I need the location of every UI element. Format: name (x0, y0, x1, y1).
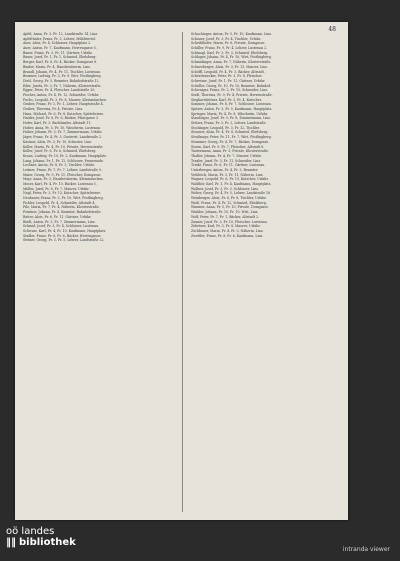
directory-entry: Bauer, Josef, Pr. 1, Fr. 1, Schmied, Ebelsberg. (23, 55, 97, 60)
directory-entry: Scheiblhofer, Maria, Pr. 6, Private, Domgasse. (191, 41, 266, 46)
directory-entry: Viehböck, Maria, Pr. 3, Fr. 11, Näherin, Linz. (191, 172, 264, 177)
directory-entry: Moser, Karl, Pr. 4, Fr. 10, Bäcker, Lustenau 5. (23, 182, 97, 186)
directory-entry: Waldhör, Karl, Pr. 1, Fr. 4, Kaufmann, Hauptplatz. (191, 182, 272, 186)
logo-text-line2: ‖‖ bibliothek (6, 537, 76, 548)
directory-entry: Auer, Alois, Pr. 4, Schlosser, Hauptplatz 2. (23, 41, 92, 46)
directory-entry: Binder, Maria, Pr. 4, Hausbesitzerin, Linz. (23, 64, 91, 69)
logo-text-line1: oö landes (6, 526, 55, 537)
directory-entry: Pointner, Johann, Pr. 4, Beamter, Bahnhofstraße. (23, 210, 102, 215)
directory-entry: Seidl, Theresia, Pr. 9, Fr. 4, Private, Herrenstraße. (191, 92, 273, 97)
library-logo[interactable] (6, 526, 76, 548)
right-column (191, 32, 339, 514)
viewer-label: intranda viewer (342, 546, 390, 553)
directory-entry: Keller, Maria, Pr. 4, Fr. 10, Private, Herrenstraße. (23, 144, 104, 149)
directory-entry: Apfelthaler, Franz, Pr. 3, Lehrer, Mühlviertel. (23, 36, 97, 41)
directory-entry: Huber, Anna, Pr. 5, Fr. 10, Wäscherin, Lustenau. (23, 125, 102, 130)
directory-entry: Wolf, Peter, Pr. 7, Fr. 1, Bäcker, Altstadt 2. (191, 214, 260, 219)
directory-entry: Wimmer, Anna, Pr. 5, Fr. 10, Private, Domgasse. (191, 205, 269, 210)
directory-entry: Sturm, Karl, Pr. 9, Fr. 7, Fleischer, Altstadt 8. (191, 144, 265, 149)
directory-entry: Brunner, Ludwig, Pr. 3, Fr. 9, Wirt, Pöstlingberg. (23, 74, 102, 79)
directory-entry: Brandl, Johann, Pr. 4, Fr. 11, Tischler, Lustenau. (23, 69, 101, 74)
directory-entry: Kastner, Alois, Pr. 3, Fr. 10, Schuster, Linz. (23, 139, 93, 144)
directory-entry: Schinagl, Karl, Pr. 3, Fr. 3, Schmied, Ebelsberg. (191, 50, 269, 55)
directory-entry: Schmidinger, Anna, Pr. 7, Näherin, Klosterstraße. (191, 60, 272, 65)
directory-entry: Schneeberger, Alois, Pr. 3, Fr. 13, Maurer, Linz. (191, 64, 268, 69)
directory-entry: Koller, Josef, Pr. 6, Fr. 6, Schmied, Ebelsberg. (23, 149, 97, 154)
directory-entry: Wagner, Leopold, Pr. 6, Fr. 10, Kutscher, Urfahr. (191, 177, 269, 182)
directory-entry: Mayr, Anna, Pr. 3, Hausbesitzerin, Kleinmünchen. (23, 177, 104, 182)
directory-entry: Wallner, Josef, Pr. 3, Fr. 3, Schlosser, Linz. (191, 186, 259, 191)
page-number: 48 (328, 26, 336, 33)
directory-entry: Schiller, Franz, Pr. 9, Fr. 4, Lehrer, Lustenau 2. (191, 46, 268, 51)
directory-entry: Strasser, Alois, Pr. 4, Fr. 8, Schmied, Ebelsberg. (191, 130, 269, 135)
directory-entry: Springer, Maria, Pr. 4, Fr. 8, Wäscherin, Urfahr. (191, 111, 268, 116)
directory-entry: Schreiner, Josef, Pr. 1, Fr. 11, Gärtner, Urfahr. (191, 78, 266, 83)
directory-entry: Zauner, Josef, Pr. 3, Fr. 10, Fleischer, Lustenau. (191, 219, 268, 224)
directory-entry: Apfel, Anna, Pr. 3, Fr. 12, Landstraße 14, Linz. (23, 32, 99, 36)
directory-entry: Sommer, Johann, Pr. 6, Fr. 7, Schlosser, Lustenau. (191, 102, 272, 107)
directory-entry: Stockinger, Leopold, Pr. 3, Fr. 12, Tischler. (191, 125, 260, 130)
directory-entry: Schüller, Georg, Pr. 10, Fr. 10, Beamter, Bahnhof. (191, 83, 271, 88)
directory-entry: Winkler, Johann, Pr. 10, Fr. 10, Wirt, Linz. (191, 210, 259, 215)
directory-entry: Auer, Anton, Pr. 7, Kaufmann, Herrengasse 5. (23, 46, 97, 51)
directory-entry: Schlager, Johann, Pr. 4, Fr. 10, Wirt, Pöstlingberg. (191, 55, 272, 60)
directory-entry: Fischer, Anton, Pr. 4, Fr. 12, Schneider, Urfahr. (23, 92, 99, 97)
directory-entry: Thaller, Johann, Pr. 4, Fr. 7, Maurer, Urfahr. (191, 153, 262, 158)
column-divider (182, 32, 183, 512)
directory-entry: Schwaiger, Franz, Pr. 2, Fr. 10, Schneider, Linz. (191, 88, 269, 93)
directory-entry: Schachinger, Anton, Pr. 5, Fr. 10, Kaufmann, Linz. (191, 32, 272, 36)
directory-entry: Stummer, Georg, Pr. 4, Fr. 7, Bäcker, Domgasse. (191, 139, 270, 144)
directory-entry: Gruber, Theresia, Pr. 4, Private, Linz. (23, 107, 84, 111)
directory-entry: Reiter, Alois, Pr. 6, Fr. 11, Gärtner, Urfahr. (23, 214, 92, 219)
directory-entry: Schauer, Josef, Pr. 3, Fr. 4, Tischler, Urfahr. (191, 36, 261, 41)
directory-entry: Lechner, Anton, Pr. 8, Fr. 3, Tischler, Urfahr. (23, 163, 95, 168)
directory-entry: Maier, Georg, Pr. 9, Fr. 11, Fleischer, Domgasse. (23, 172, 102, 177)
directory-entry: Weiß, Franz, Pr. 4, Fr. 12, Schmied, Ebelsberg. (191, 200, 267, 205)
directory-entry: Berger, Karl, Pr. 6, Fr. 4, Bäcker, Domgasse 8. (23, 60, 98, 65)
directory-entry: Unterberger, Anton, Pr. 4, Fr. 3, Beamter. (191, 167, 259, 172)
directory-entry: Nagl, Peter, Pr. 3, Fr. 13, Kutscher, Spittelwiese. (23, 191, 102, 196)
directory-entry: Trinkl, Franz, Pr. 6, Fr. 11, Gärtner, Lustenau. (191, 163, 266, 168)
directory-entry: Egger, Peter, Pr. 4, Fleischer, Landstraße 30. (23, 88, 96, 93)
directory-entry: Schmid, Josef, Pr. 3, Fr. 4, Schlosser, Lustenau. (23, 224, 100, 229)
directory-entry: Neubauer, Franz, Pr. 3, Fr. 10, Wirt, Pöstlingberg. (23, 196, 104, 201)
directory-entry: Pichler, Leopold, Pr. 4, Schneider, Altstadt 4. (23, 200, 96, 205)
directory-entry: Zehetner, Karl, Pr. 3, Fr. 8, Maurer, Urfahr. (191, 224, 261, 229)
directory-entry: Staudinger, Josef, Pr. 9, Fr. 8, Zimmermann, Linz. (191, 116, 271, 121)
directory-entry: Lang, Johann, Pr. 1, Fr. 12, Schlosser, Promenade. (23, 158, 105, 163)
logo-bars-icon: ‖‖ (6, 537, 16, 548)
directory-entry: Jäger, Franz, Pr. 4, Fr. 3, Gastwirt, Landstraße 2. (23, 135, 103, 140)
directory-entry: Traxler, Josef, Pr. 3, Fr. 11, Schneider, Linz. (191, 158, 262, 163)
directory-entry: Hofer, Karl, Pr. 3, Buchbinder, Altstadt 11. (23, 121, 92, 126)
directory-entry: Haas, Michael, Pr. 6, Fr. 8, Kutscher, Spittelwiese. (23, 111, 105, 116)
directory-entry: Pilz, Maria, Pr. 7, Fr. 4, Näherin, Klosterstraße. (23, 205, 100, 210)
directory-entry: Riedl, Anton, Pr. 3, Fr. 7, Zimmermann, Linz. (23, 219, 96, 224)
directory-entry: Stadler, Franz, Pr. 6, Fr. 6, Bäcker, Herrengasse. (23, 233, 102, 238)
directory-entry: Schrattenecker, Peter, Pr. 3, Fr. 8, Fleischer. (191, 74, 263, 79)
directory-entry: Huber, Johann, Pr. 3, Fr. 7, Zimmermann, Urfahr. (23, 130, 103, 135)
document-page[interactable] (15, 22, 348, 520)
directory-entry: Kraus, Ludwig, Pr. 10, Fr. 2, Kaufmann, Hauptplatz. (23, 153, 107, 158)
directory-entry: Gruber, Franz, Pr. 1, Fr. 1, Lehrer, Hauptstraße 4. (23, 102, 104, 107)
directory-entry: Eder, Josefa, Pr. 3, Fr. 7, Näherin, Klosterstraße. (23, 83, 102, 88)
directory-entry: Tautermann, Anna, Pr. 3, Private, Klosterstraße. (191, 149, 269, 154)
directory-entry: Bauer, Franz, Pr. 3, Fr. 11, Gärtner, Urfahr. (23, 50, 93, 55)
directory-entry: Haider, Josef, Pr. 8, Fr. 8, Bäcker, Pfarrgasse 3. (23, 116, 99, 121)
directory-entry: Sieghartsleitner, Karl, Pr. 3, Fr. 4, Kutscher. (191, 97, 262, 102)
directory-entry: Zöchbauer, Maria, Pr. 4, Fr. 3, Näherin, Linz. (191, 228, 264, 233)
directory-entry: Müller, Josef, Pr. 8, Fr. 7, Maurer, Urfahr. (23, 186, 90, 191)
directory-entry: Zwettler, Franz, Pr. 8, Fr. 6, Kaufmann, Linz. (191, 233, 264, 238)
directory-entry: Stelzer, Franz, Pr. 3, Fr. 2, Lehrer, Landstraße. (191, 121, 267, 126)
directory-entry: Weinberger, Alois, Pr. 6, Fr. 8, Tischler, Urfahr. (191, 196, 267, 201)
directory-entry: Schöffl, Leopold, Pr. 4, Fr. 3, Bäcker, Altstadt. (191, 69, 265, 74)
directory-entry: Spitzer, Anton, Pr. 3, Fr. 5, Kaufmann, Hauptplatz. (191, 107, 273, 111)
directory-entry: Dietl, Georg, Pr. 5, Beamter, Bahnhofstraße 12. (23, 78, 100, 83)
directory-entry: Leitner, Franz, Pr. 7, Fr. 7, Lehrer, Landstraße 9. (23, 167, 102, 172)
directory-entry: Fuchs, Leopold, Pr. 3, Fr. 8, Maurer, Kleinmünchen. (23, 97, 107, 102)
left-column (23, 32, 171, 514)
directory-entry: Weber, Georg, Pr. 4, Fr. 5, Lehrer, Landstraße 16. (191, 191, 272, 196)
directory-entry: Schwarz, Karl, Pr. 4, Fr. 10, Kaufmann, Hauptplatz. (23, 228, 107, 233)
directory-entry: Steiner, Georg, Pr. 3, Fr. 5, Lehrer, Landstraße 22. (23, 238, 105, 243)
directory-entry: Straßmayr, Peter, Pr. 11, Fr. 7, Wirt, Pöstlingberg. (191, 135, 272, 140)
